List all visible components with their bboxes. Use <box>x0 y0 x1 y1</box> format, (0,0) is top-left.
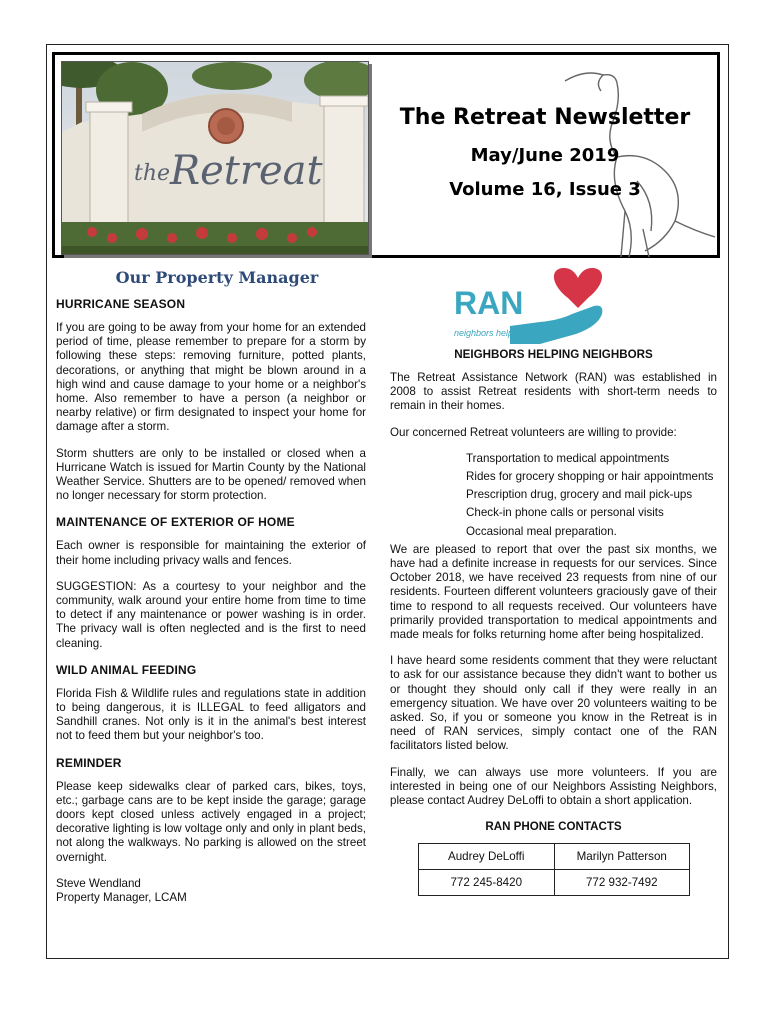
issue-date: May/June 2019 <box>470 145 620 166</box>
list-item: Check-in phone calls or personal visits <box>466 506 664 520</box>
maintenance-paragraph-1: Each owner is responsible for maintaining the exterior of their home including privacy walls and fences. <box>56 539 366 567</box>
ran-paragraph-5: Finally, we can always use more volunteers. If you are interested in being one of our Neighbors Assisting Neighbors, please contact Audrey DeLoffi to obtain a short application. <box>390 765 717 808</box>
ran-logo-text: RAN <box>454 285 524 321</box>
svg-text:the: the <box>134 161 171 186</box>
contact-phone: 772 932-7492 <box>554 870 690 896</box>
hurricane-heading: HURRICANE SEASON <box>56 297 186 311</box>
maintenance-heading: MAINTENANCE OF EXTERIOR OF HOME <box>56 515 295 530</box>
signature-name: Steve Wendland <box>56 876 141 890</box>
ran-paragraph-1: The Retreat Assistance Network (RAN) was established in 2008 to assist Retreat residents with short-term needs to remain in their homes. <box>390 371 717 413</box>
list-item: Rides for grocery shopping or hair appointments <box>466 470 714 484</box>
services-list <box>466 452 717 539</box>
hurricane-paragraph-1: If you are going to be away from your home for an extended period of time, please remember to prepare for a storm by following these steps: removing furniture, potted plants, decorations, or anything that might be blown around in a high wind and cause damage to your home or a neighbor's home. Also remember to have a person (a neighbor or nearby relative) or firm designated to inspect your home for damage after a storm. <box>56 321 366 434</box>
ran-paragraph-3: We are pleased to report that over the past six months, we have had a definite increase in requests for our services. Since October 2018, we have received 23 requests from nine of our residents. Fourteen different volunteers graciously gave of their time to respond to all requests received. Our volunteers have primarily provided transportation to medical appointments and made meals for folks returning home after being hospitalized. <box>390 542 717 642</box>
hurricane-paragraph-2: Storm shutters are only to be installed or closed when a Hurricane Watch is issued for Martin County by the National Weather Service. Shutters are to be opened/ removed when no longer necessary for storm protection. <box>56 446 366 503</box>
title-block <box>395 55 715 255</box>
section-title: Our Property Manager <box>115 268 319 287</box>
reminder-paragraph: Please keep sidewalks clear of parked cars, bikes, toys, etc.; garbage cans are to be kept inside the garage; garage doors kept closed unless actively engaged in a project; decorative lighting is low voltage only and only in plant beds, not along the walkways. No parking is allowed on the street overnight. <box>56 779 367 864</box>
ran-paragraph-2: Our concerned Retreat volunteers are willing to provide: <box>390 425 677 439</box>
contact-phone: 772 245-8420 <box>419 870 555 896</box>
newsletter-title: The Retreat Newsletter <box>399 105 691 130</box>
ran-caption: NEIGHBORS HELPING NEIGHBORS <box>454 348 653 361</box>
ran-column <box>390 268 717 896</box>
list-item: Transportation to medical appointments <box>466 451 670 465</box>
list-item: Occasional meal preparation. <box>466 524 617 538</box>
masthead <box>52 52 720 258</box>
issue-volume: Volume 16, Issue 3 <box>449 179 641 200</box>
heart-icon <box>554 268 602 308</box>
signature-title: Property Manager, LCAM <box>56 891 187 905</box>
svg-text:Retreat: Retreat <box>170 148 323 194</box>
list-item: Prescription drug, grocery and mail pick-ups <box>466 488 693 502</box>
wildlife-heading: WILD ANIMAL FEEDING <box>56 662 197 677</box>
ran-logo <box>390 268 717 348</box>
maintenance-paragraph-2: SUGGESTION: As a courtesy to your neighbor and the community, walk around your entire home from time to time to detect if any maintenance or power washing is in order. The privacy wall is often neglected and is the first to need cleaning. <box>56 579 366 650</box>
contact-name: Marilyn Patterson <box>554 844 690 870</box>
table-row <box>419 844 690 870</box>
reminder-heading: REMINDER <box>56 755 122 770</box>
contacts-title: RAN PHONE CONTACTS <box>485 820 622 834</box>
contact-name: Audrey DeLoffi <box>419 844 555 870</box>
entrance-sign-photo <box>61 61 369 255</box>
wildlife-paragraph: Florida Fish & Wildlife rules and regulations state in addition to being dangerous, it is ILLEGAL to feed alligators and Sandhill cranes. Not only is it in the animal's best interest not to feed them but your neighbor's too. <box>56 686 366 743</box>
ran-paragraph-4: I have heard some residents comment that they were reluctant to ask for our assistance because they didn't want to bother us or thought they should only call if they were really in an emergency situation. We have over 20 volunteers waiting to be asked. So, if you or someone you know in the Retreat is in need of RAN services, simply contact one of the RAN facilitators listed below. <box>390 654 717 753</box>
contacts-table <box>418 843 690 896</box>
table-row <box>419 870 690 896</box>
ran-logo-tagline: neighbors helping neighbors <box>454 328 568 338</box>
property-manager-column <box>56 268 366 906</box>
